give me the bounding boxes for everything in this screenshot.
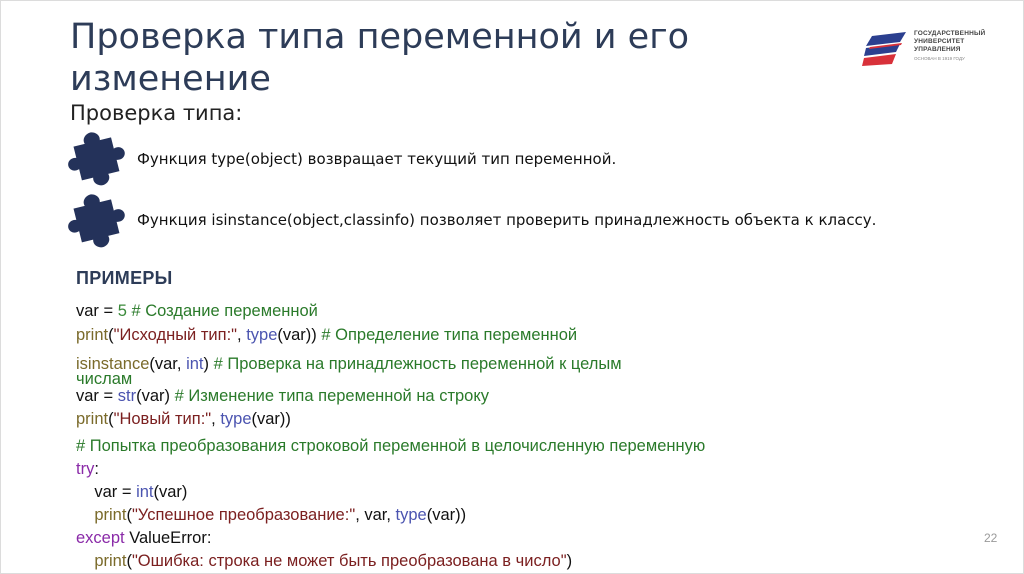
bullet-isinstance-function: Функция isinstance(object,classinfo) позволяет проверить принадлежность объекта к классу. [137,211,877,229]
page-number: 22 [984,531,998,545]
title-line-1: Проверка типа переменной и его [70,17,689,57]
code-function: isinstance [76,355,150,373]
code-text: : [94,460,99,478]
logo-line-4: ОСНОВАН В 1919 ГОДУ [914,56,965,61]
code-string: "Исходный тип:" [113,326,238,344]
code-string: "Успешное преобразование:" [131,506,356,524]
code-function: print [94,552,127,570]
code-line-2 [76,326,577,345]
code-line-11 [76,552,572,571]
code-text [76,552,94,570]
logo-line-2: УНИВЕРСИТЕТ [914,38,965,45]
code-text: ValueError: [124,529,212,547]
code-line-9 [76,506,466,525]
bullet-type-function: Функция type(object) возвращает текущий тип переменной. [137,150,617,168]
code-string: "Новый тип:" [113,410,212,428]
title-line-2: изменение [70,59,271,99]
code-text: ) [203,355,214,373]
puzzle-icon [67,190,125,248]
code-text: , var, [355,506,396,524]
code-line-8 [76,483,187,502]
code-text: (var)) [251,410,291,428]
code-text: ( [126,552,132,570]
code-text: (var, [149,355,187,373]
code-comment: # Попытка преобразования строковой переменной в целочисленную переменную [76,437,706,455]
section-subtitle: Проверка типа: [70,101,243,125]
code-function: print [94,506,127,524]
logo-line-1: ГОСУДАРСТВЕННЫЙ [914,30,986,37]
code-text [76,506,94,524]
code-builtin: type [220,410,252,428]
code-text: , [211,410,221,428]
code-text: ( [126,506,132,524]
code-keyword: try [76,460,95,478]
logo-text [914,30,1004,62]
code-text: (var) [153,483,188,501]
code-line-7 [76,460,99,479]
code-text: (var)) [426,506,467,524]
code-builtin: type [246,326,278,344]
code-function: print [76,410,109,428]
slide-title [70,16,770,100]
logo-line-3: УПРАВЛЕНИЯ [914,46,961,53]
code-comment: числам [76,370,133,388]
code-comment: # Изменение типа переменной на строку [174,387,490,405]
code-comment: # Проверка на принадлежность переменной к целым [213,355,622,373]
code-line-1 [76,302,318,321]
code-text: ( [108,410,114,428]
logo-emblem-icon [862,28,908,68]
code-line-10 [76,529,211,548]
code-line-6 [76,437,705,456]
code-line-3-wrap [76,371,132,387]
code-text: (var) [136,387,175,405]
code-text: ( [108,326,114,344]
code-number: 5 [117,302,127,320]
code-string: "Ошибка: строка не может быть преобразована в число" [131,552,567,570]
code-function: print [76,326,109,344]
code-text: var = [76,302,118,320]
code-line-4 [76,387,489,406]
code-text: var = [76,387,118,405]
code-text: (var)) [277,326,322,344]
code-text: var = [76,483,137,501]
code-comment: # Создание переменной [126,302,318,320]
code-builtin: int [186,355,204,373]
code-text: , [237,326,247,344]
code-builtin: type [395,506,427,524]
university-logo [862,28,1002,72]
code-line-5 [76,410,291,429]
code-line-3 [76,355,622,374]
code-builtin: int [136,483,154,501]
puzzle-icon [67,128,125,186]
code-builtin: str [117,387,137,405]
code-keyword: except [76,529,125,547]
code-comment: # Определение типа переменной [321,326,578,344]
code-text: ) [566,552,573,570]
examples-heading: ПРИМЕРЫ [76,268,173,288]
